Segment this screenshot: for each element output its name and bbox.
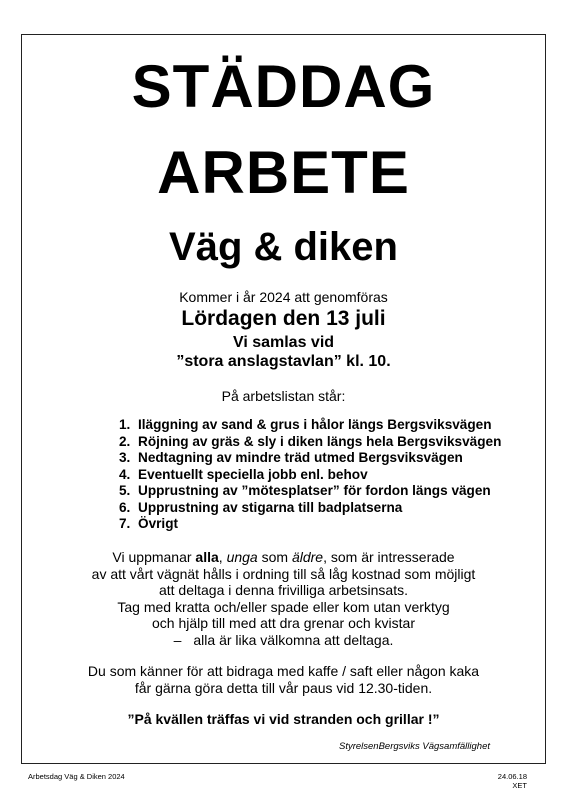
- appeal-text: som: [257, 549, 292, 565]
- coffee-line-2: får gärna göra detta till vår paus vid 12.30-tiden.: [134, 680, 433, 696]
- task-text: Upprustning av stigarna till badplatserna: [138, 499, 403, 515]
- task-number: 2.: [119, 433, 131, 449]
- task-number: 5.: [119, 483, 131, 498]
- appeal-line-6: [22, 632, 545, 649]
- appeal-paragraph: [22, 549, 545, 649]
- dash: –: [173, 631, 182, 648]
- task-text: Eventuellt speciella jobb enl. behov: [138, 466, 368, 482]
- task-number: 7.: [119, 516, 131, 531]
- appeal-emphasis-older: äldre: [291, 549, 324, 565]
- event-date: Lördagen den 13 juli: [181, 307, 386, 330]
- list-item: [119, 467, 501, 484]
- footer-code: XET: [512, 781, 527, 790]
- list-item: [119, 483, 501, 500]
- appeal-text: Vi uppmanar: [112, 549, 196, 565]
- notice-frame: [21, 34, 546, 764]
- appeal-emphasis-all: alla: [195, 549, 219, 565]
- task-text: Upprustning av ”mötesplatser” för fordon längs vägen: [138, 483, 491, 498]
- meeting-line-1: Vi samlas vid: [232, 334, 335, 351]
- meeting-point: [22, 333, 545, 371]
- appeal-text: , som är intresserade: [323, 549, 455, 565]
- appeal-text: ,: [218, 549, 227, 565]
- meeting-line-2: ”stora anslagstavlan” kl. 10.: [176, 353, 391, 370]
- task-number: 6.: [119, 499, 131, 515]
- intro-text: Kommer i år 2024 att genomföras: [179, 289, 388, 305]
- title-line-2: ARBETE: [157, 139, 410, 206]
- title-line-1: STÄDDAG: [131, 53, 436, 120]
- appeal-line-2: av att vårt vägnät hålls i ordning till så låg kostnad som möjligt: [91, 565, 476, 582]
- list-item: [119, 417, 501, 434]
- task-list-heading: På arbetslistan står:: [221, 388, 346, 404]
- footer-date: 24.06.18: [497, 772, 527, 781]
- subtitle: Väg & diken: [169, 225, 398, 269]
- task-text: Iläggning av sand & grus i hålor längs Bergsviksvägen: [138, 417, 492, 432]
- appeal-line-4: Tag med kratta och/eller spade eller kom utan verktyg: [117, 598, 450, 615]
- list-item: [119, 500, 501, 517]
- footer-meta: [498, 772, 527, 790]
- task-text: Röjning av gräs & sly i diken längs hela Bergsviksvägen: [138, 433, 502, 449]
- list-item: [119, 434, 501, 451]
- appeal-text: alla är lika välkomna att deltaga.: [193, 631, 394, 648]
- coffee-line-1: Du som känner för att bidraga med kaffe / saft eller någon kaka: [87, 663, 480, 679]
- evening-note: ”På kvällen träffas vi vid stranden och grillar !”: [127, 711, 440, 727]
- appeal-line-3: att deltaga i denna frivilliga arbetsinsats.: [158, 582, 409, 599]
- appeal-line-5: och hjälp till med att dra grenar och kvistar: [151, 615, 415, 632]
- list-item: [119, 516, 501, 533]
- task-list: [119, 417, 501, 533]
- task-number: 4.: [119, 466, 131, 482]
- appeal-line-1: [22, 549, 545, 566]
- task-number: 1.: [119, 417, 131, 432]
- footer-document-name: Arbetsdag Väg & Diken 2024: [28, 772, 125, 781]
- coffee-paragraph: [22, 663, 545, 697]
- list-item: [119, 450, 501, 467]
- task-text: Nedtagning av mindre träd utmed Bergsviksvägen: [138, 450, 463, 465]
- signature: StyrelsenBergsviks Vägsamfällighet: [338, 741, 490, 752]
- task-text: Övrigt: [138, 516, 179, 531]
- task-number: 3.: [119, 450, 131, 465]
- appeal-emphasis-young: unga: [226, 549, 258, 565]
